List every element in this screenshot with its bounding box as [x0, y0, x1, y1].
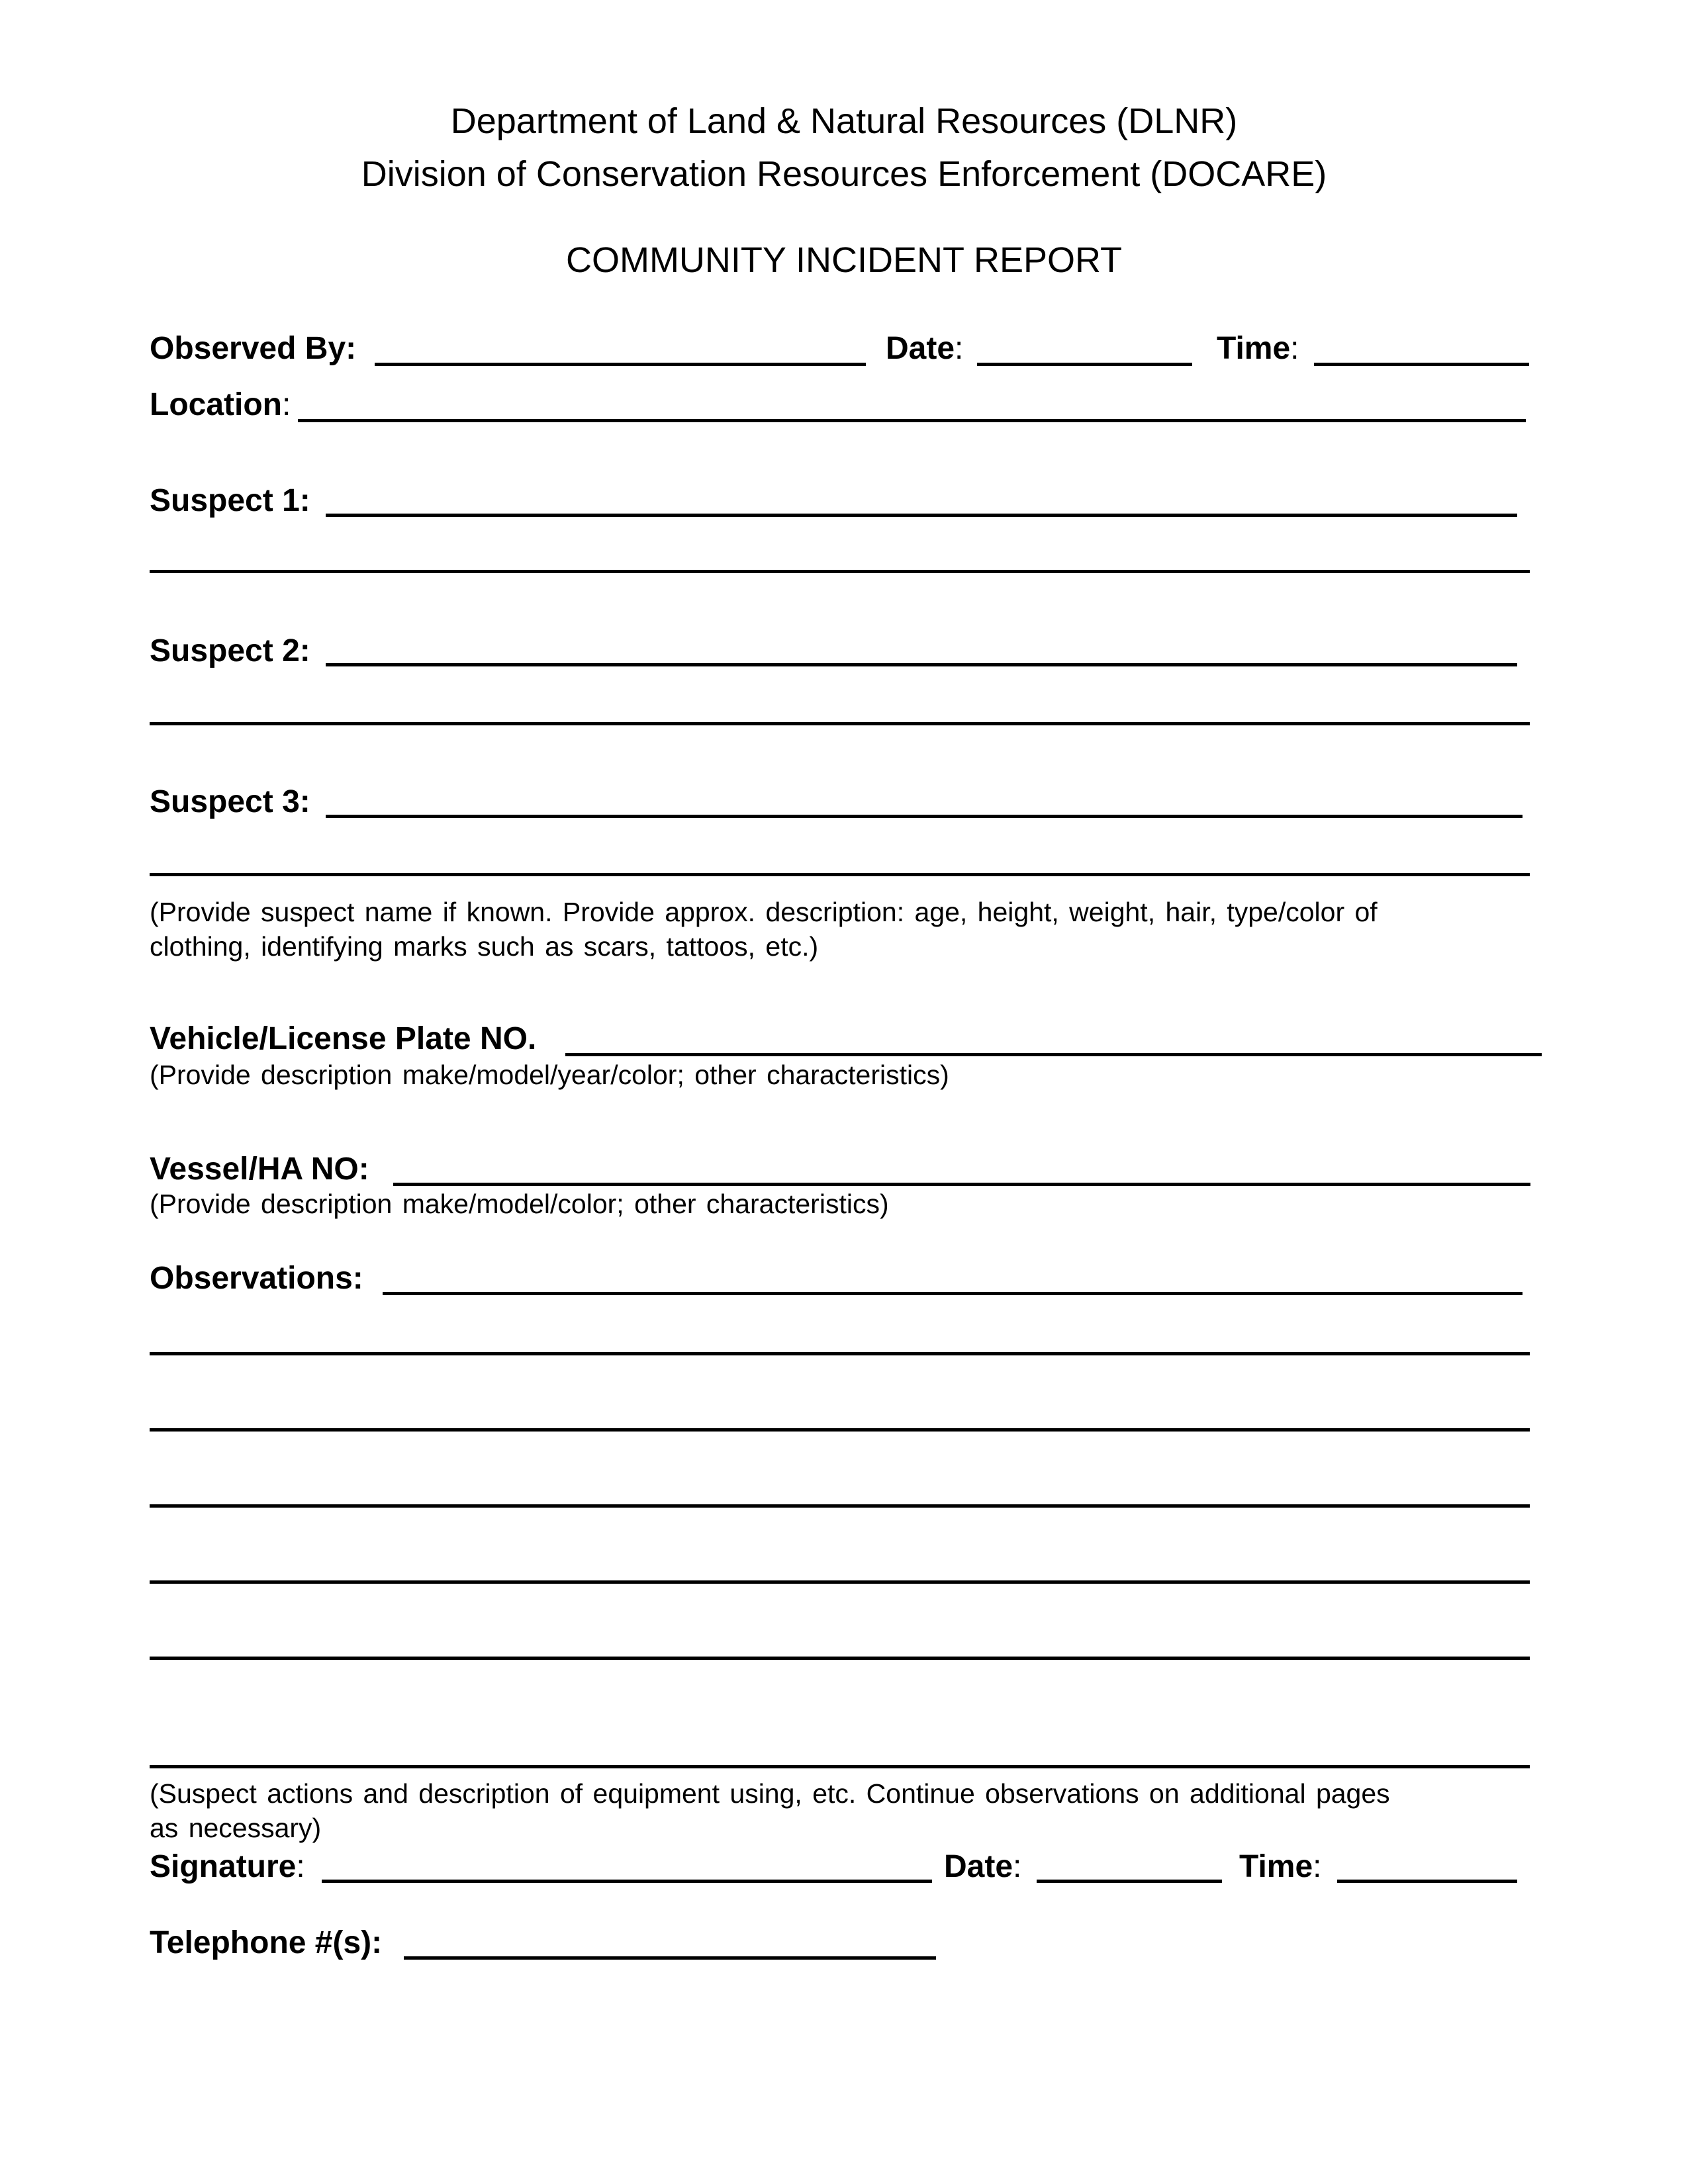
- location-line: [298, 419, 1526, 422]
- time-colon: :: [1290, 331, 1299, 366]
- vessel-ha-label: Vessel/HA NO:: [150, 1152, 369, 1187]
- observations-instructions-line-2: as necessary): [150, 1813, 322, 1843]
- vehicle-plate-input[interactable]: [565, 1017, 1550, 1052]
- vehicle-instructions: (Provide description make/model/year/color; other characteristics): [150, 1060, 949, 1090]
- observations-input-6[interactable]: [150, 1621, 1538, 1655]
- division-heading: Division of Conservation Resources Enforcement (DOCARE): [361, 154, 1327, 194]
- time-input[interactable]: [1314, 327, 1537, 361]
- suspect-2-input-2[interactable]: [150, 686, 1538, 721]
- telephone-line: [404, 1956, 936, 1960]
- observations-line-5: [150, 1580, 1530, 1584]
- date-line: [977, 363, 1192, 366]
- observations-line-6: [150, 1657, 1530, 1660]
- observed-by-label: Observed By:: [150, 331, 357, 366]
- telephone-input[interactable]: [404, 1921, 944, 1955]
- date-colon: :: [955, 331, 964, 366]
- observations-line-4: [150, 1504, 1530, 1508]
- time-label-text: Time: [1217, 331, 1291, 366]
- date-label: [886, 333, 963, 365]
- suspect-2-label: Suspect 2:: [150, 633, 310, 668]
- vehicle-plate-label: Vehicle/License Plate NO.: [150, 1021, 537, 1056]
- observed-by-line: [375, 363, 866, 366]
- observations-line: [383, 1292, 1523, 1295]
- observations-line-7: [150, 1765, 1530, 1768]
- vehicle-plate-line: [565, 1053, 1542, 1056]
- signature-time-colon: :: [1313, 1849, 1322, 1884]
- form-title: COMMUNITY INCIDENT REPORT: [565, 240, 1123, 280]
- observations-input-4[interactable]: [150, 1469, 1538, 1503]
- signature-line: [322, 1880, 932, 1883]
- date-label-text: Date: [886, 331, 955, 366]
- location-label: [150, 389, 291, 421]
- time-label: [1217, 333, 1299, 365]
- observations-line-2: [150, 1352, 1530, 1355]
- observations-input-2[interactable]: [150, 1316, 1538, 1351]
- observations-input-5[interactable]: [150, 1545, 1538, 1579]
- observations-input-7[interactable]: [150, 1729, 1538, 1764]
- signature-date-label: [944, 1851, 1021, 1883]
- signature-time-label-text: Time: [1239, 1849, 1313, 1884]
- suspect-2-input[interactable]: [326, 627, 1525, 662]
- suspect-1-input[interactable]: [326, 478, 1525, 512]
- vessel-instructions: (Provide description make/model/color; other characteristics): [150, 1189, 889, 1219]
- suspect-1-input-2[interactable]: [150, 534, 1538, 569]
- signature-input[interactable]: [322, 1844, 940, 1878]
- signature-time-label: [1239, 1851, 1322, 1883]
- suspect-1-line: [326, 514, 1517, 517]
- suspect-instructions-line-1: (Provide suspect name if known. Provide approx. description: age, height, weight, hair, type/color of: [150, 897, 1378, 927]
- suspect-2-line-2: [150, 722, 1530, 725]
- suspect-3-input[interactable]: [326, 779, 1530, 813]
- vessel-ha-line: [393, 1183, 1530, 1186]
- observations-line-3: [150, 1428, 1530, 1432]
- suspect-3-label: Suspect 3:: [150, 784, 310, 819]
- location-label-text: Location: [150, 387, 282, 422]
- suspect-3-input-2[interactable]: [150, 837, 1538, 872]
- signature-label: [150, 1851, 305, 1883]
- signature-date-input[interactable]: [1037, 1844, 1230, 1878]
- observations-input[interactable]: [383, 1256, 1530, 1291]
- observations-instructions-line-1: (Suspect actions and description of equipment using, etc. Continue observations on additional pages: [150, 1778, 1390, 1809]
- suspect-3-line: [326, 815, 1523, 818]
- observations-label: Observations:: [150, 1261, 363, 1296]
- signature-time-input[interactable]: [1337, 1844, 1525, 1878]
- signature-date-colon: :: [1013, 1849, 1022, 1884]
- signature-date-label-text: Date: [944, 1849, 1013, 1884]
- observed-by-input[interactable]: [375, 327, 874, 361]
- time-line: [1314, 363, 1529, 366]
- department-heading: Department of Land & Natural Resources (DLNR): [450, 101, 1238, 141]
- suspect-2-line: [326, 663, 1517, 666]
- suspect-1-label: Suspect 1:: [150, 483, 310, 518]
- signature-label-text: Signature: [150, 1849, 297, 1884]
- suspect-3-line-2: [150, 873, 1530, 876]
- vessel-ha-input[interactable]: [393, 1147, 1538, 1181]
- observations-input-3[interactable]: [150, 1392, 1538, 1427]
- suspect-1-line-2: [150, 570, 1530, 573]
- signature-colon: :: [296, 1849, 305, 1884]
- location-input[interactable]: [298, 383, 1534, 418]
- location-colon: :: [282, 387, 291, 422]
- suspect-instructions-line-2: clothing, identifying marks such as scars, tattoos, etc.): [150, 931, 819, 962]
- signature-date-line: [1037, 1880, 1222, 1883]
- date-input[interactable]: [977, 327, 1200, 361]
- telephone-label: Telephone #(s):: [150, 1925, 383, 1960]
- signature-time-line: [1337, 1880, 1517, 1883]
